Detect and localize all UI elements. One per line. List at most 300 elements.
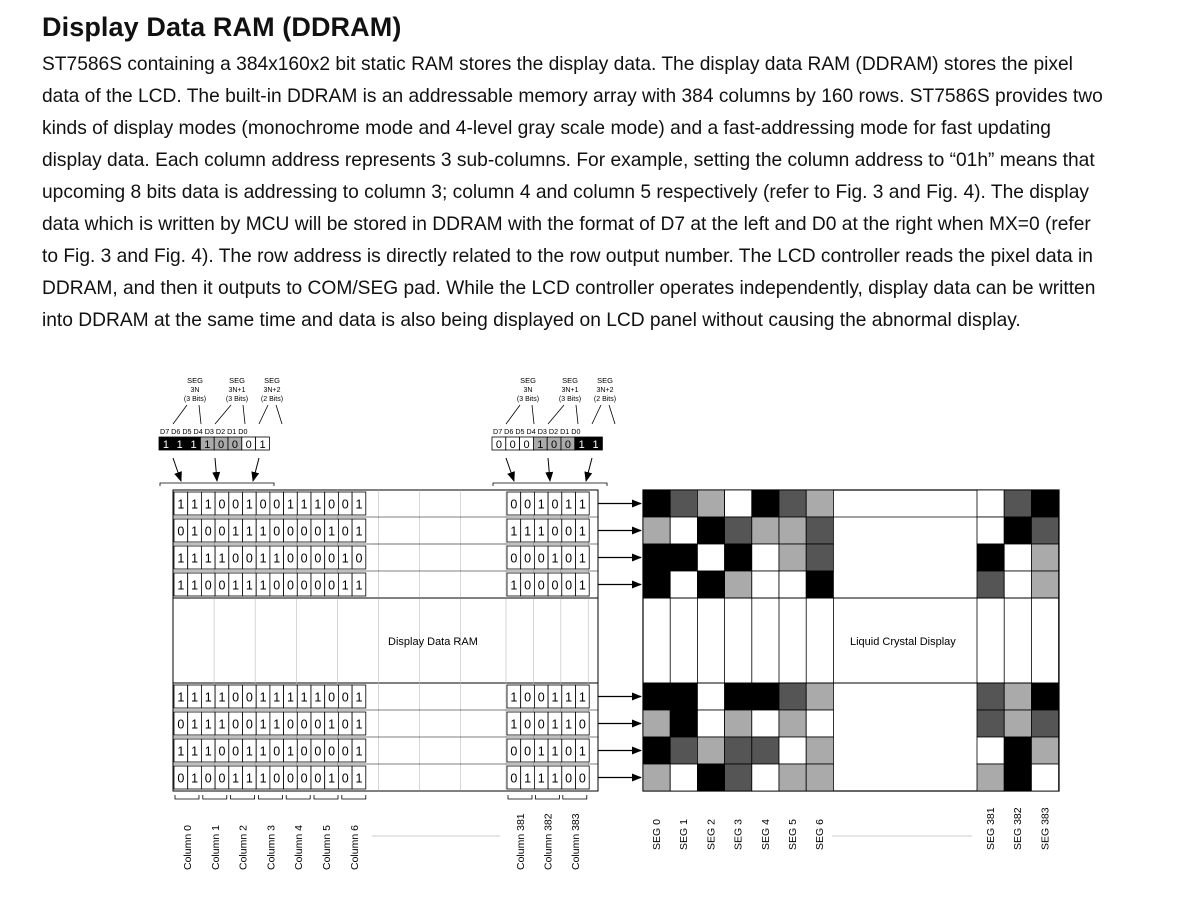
ram-bit: 0 <box>300 744 308 759</box>
ram-bit: 0 <box>524 690 532 705</box>
ram-bit: 1 <box>355 744 363 759</box>
ram-bit: 1 <box>204 690 212 705</box>
seg-header-label: SEG <box>229 376 245 385</box>
lcd-pixel <box>697 710 724 737</box>
lcd-pixel <box>752 764 779 791</box>
ram-bit: 0 <box>537 551 545 566</box>
lcd-pixel <box>725 544 752 571</box>
ram-bit: 0 <box>273 524 281 539</box>
paragraph-line: kinds of display modes (monochrome mode and 4-level gray scale mode) and a fast-addressing mode for fast updating <box>42 118 1051 139</box>
lcd-pixel <box>779 490 806 517</box>
ram-bit: 0 <box>510 744 518 759</box>
axis-labels <box>175 795 1051 870</box>
ram-bit: 0 <box>300 578 308 593</box>
lcd-pixel <box>779 764 806 791</box>
ram-bit: 0 <box>524 578 532 593</box>
ram-bit: 0 <box>286 524 294 539</box>
ram-bit: 0 <box>510 771 518 786</box>
column-label: Column 3 <box>265 825 278 870</box>
byte-bit: 1 <box>176 439 183 451</box>
ram-bit: 1 <box>259 744 267 759</box>
ram-bit: 0 <box>314 744 322 759</box>
ram-bit: 0 <box>286 551 294 566</box>
column-brace <box>286 795 310 799</box>
ram-bit: 1 <box>510 524 518 539</box>
ram-bit: 0 <box>341 524 349 539</box>
ram-bit: 1 <box>551 690 559 705</box>
lcd-pixel <box>806 544 833 571</box>
lcd-pixel <box>752 683 779 710</box>
ram-bit: 1 <box>578 524 586 539</box>
paragraph-line: upcoming 8 bits data is addressing to column 3; column 4 and column 5 respectively (refer to Fig. 3 and Fig. 4). The display <box>42 182 1089 203</box>
ram-bit: 0 <box>328 744 336 759</box>
header-connector <box>243 405 245 424</box>
lcd-pixel <box>643 737 670 764</box>
ram-bit: 0 <box>218 744 226 759</box>
byte-bit: 0 <box>551 439 558 451</box>
ram-bit: 0 <box>524 497 532 512</box>
ram-bit: 1 <box>273 717 281 732</box>
ram-bit: 1 <box>232 524 240 539</box>
seg-label: SEG 383 <box>1039 807 1052 850</box>
ram-bit: 0 <box>565 744 573 759</box>
ram-bit: 1 <box>551 717 559 732</box>
lcd-pixel <box>643 490 670 517</box>
column-brace <box>203 795 227 799</box>
header-connector <box>592 405 601 424</box>
seg-header-label: SEG <box>187 376 203 385</box>
byte-bit: 0 <box>245 439 252 451</box>
lcd-pixel <box>752 710 779 737</box>
ram-bit: 1 <box>286 690 294 705</box>
byte-bit: 1 <box>537 439 544 451</box>
lcd-pixel <box>1004 737 1031 764</box>
ram-bit: 1 <box>259 578 267 593</box>
column-brace <box>493 483 607 486</box>
ram-bit: 0 <box>565 578 573 593</box>
lcd-pixel <box>697 517 724 544</box>
lcd-pixel <box>1004 490 1031 517</box>
down-arrow <box>253 458 259 481</box>
lcd-pixel <box>1004 571 1031 598</box>
ram-bit: 0 <box>565 551 573 566</box>
lcd-pixel <box>977 764 1004 791</box>
ram-bit: 1 <box>204 551 212 566</box>
ram-bit: 0 <box>328 551 336 566</box>
column-brace <box>231 795 255 799</box>
lcd-pixel <box>806 764 833 791</box>
lcd-pixel <box>779 710 806 737</box>
lcd-pixel <box>752 517 779 544</box>
lcd-pixel <box>1031 764 1058 791</box>
lcd-pixel <box>725 764 752 791</box>
ram-bit: 1 <box>218 690 226 705</box>
lcd-pixel <box>643 683 670 710</box>
paragraph-line: data which is written by MCU will be stored in DDRAM with the format of D7 at the left and D0 at the right when MX=0 (refer <box>42 214 1091 235</box>
ram-bit: 1 <box>273 551 281 566</box>
ram-bit: 1 <box>510 578 518 593</box>
ram-bit: 1 <box>355 497 363 512</box>
ram-bit: 0 <box>341 497 349 512</box>
ram-bit: 1 <box>259 551 267 566</box>
lcd-pixel <box>1004 517 1031 544</box>
lcd-pixel <box>806 571 833 598</box>
ram-bit: 0 <box>328 497 336 512</box>
ram-bit: 1 <box>259 717 267 732</box>
paragraph-line: data of the LCD. The built-in DDRAM is an addressable memory array with 384 columns by 160 rows. ST7586S provides two <box>42 86 1103 107</box>
ram-bit: 0 <box>524 551 532 566</box>
seg-header-label: SEG <box>264 376 280 385</box>
seg-label: SEG 2 <box>705 819 718 850</box>
paragraph-line: into DDRAM at the same time and data is also being displayed on LCD panel without causing the abnormal display. <box>42 310 1021 331</box>
ram-bit: 1 <box>551 771 559 786</box>
ram-bit: 0 <box>328 578 336 593</box>
lcd-pixel <box>806 737 833 764</box>
bit-names: D7 D6 D5 D4 D3 D2 D1 D0 <box>493 427 581 436</box>
ram-bit: 0 <box>341 744 349 759</box>
ram-bit: 1 <box>218 551 226 566</box>
ram-bit: 1 <box>300 497 308 512</box>
column-brace <box>258 795 282 799</box>
ram-bit: 0 <box>177 717 185 732</box>
lcd-pixel <box>725 490 752 517</box>
lcd-pixel <box>697 571 724 598</box>
header-connector <box>609 405 615 424</box>
ram-bit: 0 <box>341 771 349 786</box>
header-connector <box>199 405 201 424</box>
ram-bit: 1 <box>355 771 363 786</box>
ram-bit: 0 <box>300 524 308 539</box>
ram-bit: 1 <box>328 524 336 539</box>
lcd-pixel <box>725 571 752 598</box>
lcd-pixel <box>779 737 806 764</box>
ram-bit: 1 <box>537 744 545 759</box>
down-arrow <box>548 458 550 481</box>
ram-bit: 1 <box>191 690 199 705</box>
seg-header-label: SEG <box>520 376 536 385</box>
column-label: Column 382 <box>542 813 555 870</box>
lcd-pixel <box>670 710 697 737</box>
lcd-pixel <box>977 544 1004 571</box>
ram-bit: 0 <box>232 551 240 566</box>
down-arrow <box>215 458 217 481</box>
lcd-pixel <box>752 737 779 764</box>
ram-bit: 1 <box>191 497 199 512</box>
ram-bit: 1 <box>300 690 308 705</box>
lcd-pixel <box>752 544 779 571</box>
ram-bit: 0 <box>300 717 308 732</box>
lcd-pixel <box>1031 710 1058 737</box>
ram-bit: 0 <box>232 717 240 732</box>
lcd-pixel <box>977 710 1004 737</box>
ram-bit: 0 <box>524 744 532 759</box>
byte-bit: 1 <box>204 439 211 451</box>
paragraph-line: to Fig. 3 and Fig. 4). The row address is directly related to the row output number. The LCD controller reads the pixel data in <box>42 246 1093 267</box>
column-label: Column 381 <box>515 813 527 870</box>
lcd-pixel <box>670 571 697 598</box>
ram-bit: 1 <box>355 690 363 705</box>
ram-bit: 1 <box>578 578 586 593</box>
ram-bit: 0 <box>273 771 281 786</box>
ram-bit: 1 <box>551 551 559 566</box>
lcd-pixel <box>977 683 1004 710</box>
lcd-pixel <box>806 517 833 544</box>
ram-bit: 1 <box>565 690 573 705</box>
column-brace <box>508 795 532 799</box>
ram-bit: 1 <box>245 578 253 593</box>
ram-bit: 0 <box>273 744 281 759</box>
header-connector <box>548 405 564 424</box>
ram-bit: 0 <box>218 524 226 539</box>
ram-bit: 1 <box>218 717 226 732</box>
ram-bit: 1 <box>341 551 349 566</box>
lcd-pixel <box>670 737 697 764</box>
seg-header-label: SEG <box>597 376 613 385</box>
lcd-pixel <box>1031 490 1058 517</box>
ram-bit: 1 <box>191 551 199 566</box>
ram-bit: 0 <box>314 578 322 593</box>
seg-label: SEG 0 <box>651 819 663 850</box>
ram-bit: 1 <box>537 771 545 786</box>
ram-bit: 1 <box>177 690 185 705</box>
down-arrow <box>586 458 592 481</box>
ram-bit: 0 <box>551 524 559 539</box>
lcd-pixel <box>1031 683 1058 710</box>
ram-bit: 1 <box>191 578 199 593</box>
ram-bit: 0 <box>510 497 518 512</box>
byte-bit: 0 <box>495 439 502 451</box>
seg-label: SEG 4 <box>759 819 772 850</box>
ram-bit: 1 <box>565 497 573 512</box>
header-connector <box>276 405 282 424</box>
ram-bit: 0 <box>218 497 226 512</box>
lcd-pixel <box>1031 737 1058 764</box>
byte-bit: 1 <box>578 439 585 451</box>
byte-bit: 0 <box>564 439 571 451</box>
ram-bit: 1 <box>191 771 199 786</box>
lcd-pixel <box>779 517 806 544</box>
lcd-pixel <box>643 517 670 544</box>
lcd-pixel <box>1004 544 1031 571</box>
byte-bit: 0 <box>509 439 516 451</box>
seg-label: SEG 6 <box>814 819 827 850</box>
ram-bit: 0 <box>328 690 336 705</box>
ram-bit: 0 <box>314 524 322 539</box>
ram-bit: 0 <box>537 717 545 732</box>
ram-bit: 1 <box>273 690 281 705</box>
ram-bit: 1 <box>524 771 532 786</box>
column-brace <box>342 795 366 799</box>
ram-label: Display Data RAM <box>388 636 478 648</box>
ram-bit: 1 <box>259 771 267 786</box>
ram-bit: 0 <box>578 717 586 732</box>
ram-bit: 0 <box>300 551 308 566</box>
ram-bit: 1 <box>191 717 199 732</box>
ram-bit: 1 <box>578 690 586 705</box>
ram-bit: 0 <box>177 524 185 539</box>
lcd-pixel <box>725 517 752 544</box>
ram-bit: 1 <box>578 497 586 512</box>
seg-header-label: 3N+1 <box>561 387 579 394</box>
ram-bit: 1 <box>191 524 199 539</box>
ram-bit: 1 <box>286 497 294 512</box>
ram-bit: 0 <box>232 497 240 512</box>
seg-label: SEG 3 <box>732 819 745 850</box>
byte-format-headers <box>159 376 616 486</box>
lcd-pixel <box>643 571 670 598</box>
seg-header-label: 3N <box>523 387 533 394</box>
ram-bit: 0 <box>218 771 226 786</box>
lcd-pixel <box>725 683 752 710</box>
column-label: Column 2 <box>237 825 250 870</box>
ram-bit: 1 <box>245 497 253 512</box>
column-label: Column 5 <box>321 825 333 870</box>
lcd-pixel <box>806 490 833 517</box>
ram-bit: 0 <box>537 690 545 705</box>
ram-bit: 0 <box>565 771 573 786</box>
lcd-pixel <box>643 710 670 737</box>
ram-bit: 0 <box>245 551 253 566</box>
column-label: Column 1 <box>209 825 222 870</box>
ram-bit: 0 <box>273 497 281 512</box>
down-arrow <box>506 458 514 481</box>
ram-bit: 0 <box>578 771 586 786</box>
header-connector <box>506 405 520 424</box>
ram-bit: 1 <box>204 497 212 512</box>
header-connector <box>532 405 534 424</box>
header-connector <box>576 405 578 424</box>
bit-names: D7 D6 D5 D4 D3 D2 D1 D0 <box>160 427 248 436</box>
lcd-pixel <box>643 544 670 571</box>
seg-header-label: (2 Bits) <box>593 396 617 403</box>
ram-bit: 1 <box>232 578 240 593</box>
ram-bit: 1 <box>510 690 518 705</box>
lcd-pixel <box>1004 710 1031 737</box>
ram-bit: 1 <box>510 717 518 732</box>
ram-bit: 1 <box>204 744 212 759</box>
ram-bit: 1 <box>191 744 199 759</box>
lcd-pixel <box>670 517 697 544</box>
ram-bit: 0 <box>300 771 308 786</box>
ram-bit: 1 <box>524 524 532 539</box>
seg-header-label: SEG <box>562 376 578 385</box>
byte-bit: 0 <box>523 439 530 451</box>
byte-bit: 0 <box>218 439 225 451</box>
lcd-pixel <box>697 490 724 517</box>
ram-bit: 1 <box>565 717 573 732</box>
column-brace <box>175 795 199 799</box>
column-label: Column 4 <box>293 825 306 870</box>
ram-bit: 1 <box>232 771 240 786</box>
seg-header-label: (2 Bits) <box>260 396 284 403</box>
header-connector <box>259 405 268 424</box>
ram-bit: 1 <box>314 497 322 512</box>
paragraph-line: ST7586S containing a 384x160x2 bit static RAM stores the display data. The display data RAM (DDRAM) stores the pixel <box>42 54 1073 75</box>
paragraph-line: display data. Each column address represents 3 sub-columns. For example, setting the column address to “01h” means that <box>42 150 1095 171</box>
lcd-pixel <box>1031 544 1058 571</box>
ram-bit: 1 <box>286 744 294 759</box>
ram-bit: 1 <box>328 771 336 786</box>
ram-bit: 0 <box>341 690 349 705</box>
ram-bit: 0 <box>286 578 294 593</box>
ram-bit: 0 <box>204 524 212 539</box>
ram-bit: 1 <box>245 524 253 539</box>
ram-bit: 0 <box>204 578 212 593</box>
seg-header-label: 3N+2 <box>263 387 281 394</box>
seg-header-label: 3N+2 <box>596 387 614 394</box>
byte-bit: 0 <box>231 439 238 451</box>
ram-bit: 1 <box>551 744 559 759</box>
seg-header-label: (3 Bits) <box>225 396 249 403</box>
lcd-pixel <box>806 683 833 710</box>
lcd-pixel <box>725 737 752 764</box>
ram-bit: 1 <box>355 578 363 593</box>
ram-bit: 0 <box>286 717 294 732</box>
ram-bit: 1 <box>245 744 253 759</box>
ram-bit: 1 <box>578 551 586 566</box>
ram-bit: 0 <box>204 771 212 786</box>
paragraph-line: DDRAM, and then it outputs to COM/SEG pad. While the LCD controller operates independently, display data can be written <box>42 278 1096 299</box>
seg-label: SEG 5 <box>787 819 799 850</box>
lcd-pixel <box>670 490 697 517</box>
ram-bit: 1 <box>355 717 363 732</box>
lcd-pixel <box>779 544 806 571</box>
ram-bit: 1 <box>341 578 349 593</box>
seg-header-label: 3N <box>190 387 200 394</box>
ram-bit: 0 <box>565 524 573 539</box>
ram-bit: 0 <box>245 717 253 732</box>
lcd-pixel <box>697 544 724 571</box>
ram-bit: 1 <box>204 717 212 732</box>
lcd-pixel <box>697 737 724 764</box>
ram-bit: 1 <box>314 690 322 705</box>
lcd-pixel <box>1031 571 1058 598</box>
seg-label: SEG 381 <box>985 807 997 850</box>
ram-bit: 0 <box>537 578 545 593</box>
ram-bit: 1 <box>177 497 185 512</box>
lcd-pixel <box>779 571 806 598</box>
ram-bit: 0 <box>551 497 559 512</box>
lcd-pixel <box>725 710 752 737</box>
ram-bit: 1 <box>355 524 363 539</box>
seg-header-label: (3 Bits) <box>183 396 207 403</box>
seg-header-label: (3 Bits) <box>558 396 582 403</box>
lcd-pixel <box>977 517 1004 544</box>
lcd-pixel <box>1004 764 1031 791</box>
byte-bit: 1 <box>162 439 169 451</box>
lcd-label: Liquid Crystal Display <box>850 636 956 648</box>
column-brace <box>314 795 338 799</box>
ram-bit: 0 <box>314 771 322 786</box>
ram-bit: 0 <box>314 551 322 566</box>
ram-bit: 1 <box>537 524 545 539</box>
column-label: Column 6 <box>348 825 361 870</box>
lcd-pixel <box>697 764 724 791</box>
column-brace <box>535 795 559 799</box>
ram-bit: 0 <box>314 717 322 732</box>
lcd-pixel <box>977 571 1004 598</box>
lcd-pixel <box>643 764 670 791</box>
ram-bit: 0 <box>286 771 294 786</box>
ram-bit: 1 <box>537 497 545 512</box>
ram-bit: 1 <box>259 690 267 705</box>
header-connector <box>215 405 231 424</box>
page-title: Display Data RAM (DDRAM) <box>42 12 402 42</box>
ram-bit: 0 <box>232 744 240 759</box>
column-label: Column 0 <box>182 825 194 870</box>
lcd-pixel <box>670 683 697 710</box>
seg-header-label: 3N+1 <box>228 387 246 394</box>
